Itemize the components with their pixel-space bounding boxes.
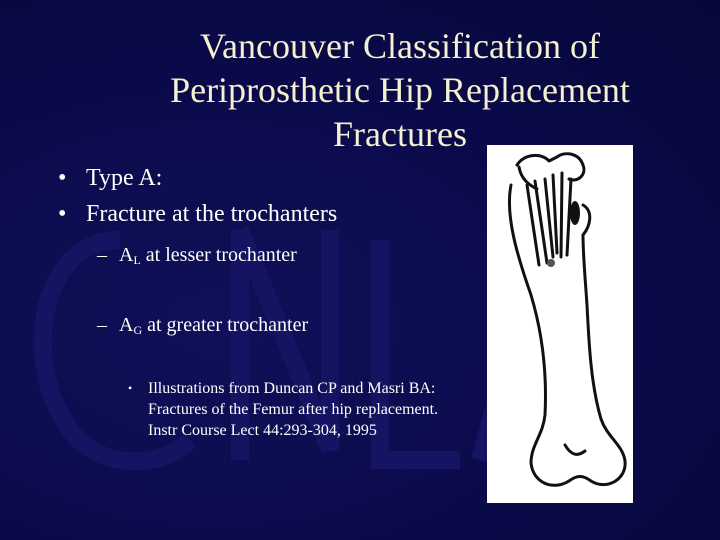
subitem-lesser-trochanter [97,242,297,273]
subitem-subscript: L [133,253,141,267]
bullet-text: Fracture at the trochanters [86,201,338,227]
title-line-1: Vancouver Classification of [200,26,600,66]
bullet-item [58,196,337,232]
subitem-prefix: A [119,314,134,336]
subitem-prefix: A [119,244,134,266]
femur-prosthesis-icon [487,145,633,503]
title-line-3: Fractures [333,114,467,154]
subitem-text: at greater trochanter [142,314,309,336]
citation-note [128,378,468,441]
bullet-text: Type A: [86,165,163,191]
femur-illustration [487,145,633,503]
bullet-icon: • [128,381,133,395]
bullet-icon: • [58,201,67,227]
slide-title [40,24,720,156]
dash-icon: – [97,314,107,336]
subitem-subscript: G [133,323,143,337]
bullet-icon: • [58,165,67,191]
bullet-item [58,160,337,196]
bullet-list [58,160,337,232]
subitem-text: at lesser trochanter [140,244,297,266]
citation-text: Illustrations from Duncan CP and Masri BA: Fractures of the Femur after hip replacement. Instr Course Lect 44:293-304, 1995 [148,380,439,439]
title-line-2: Periprosthetic Hip Replacement [170,70,630,110]
subitem-greater-trochanter [97,312,308,343]
dash-icon: – [97,244,107,266]
